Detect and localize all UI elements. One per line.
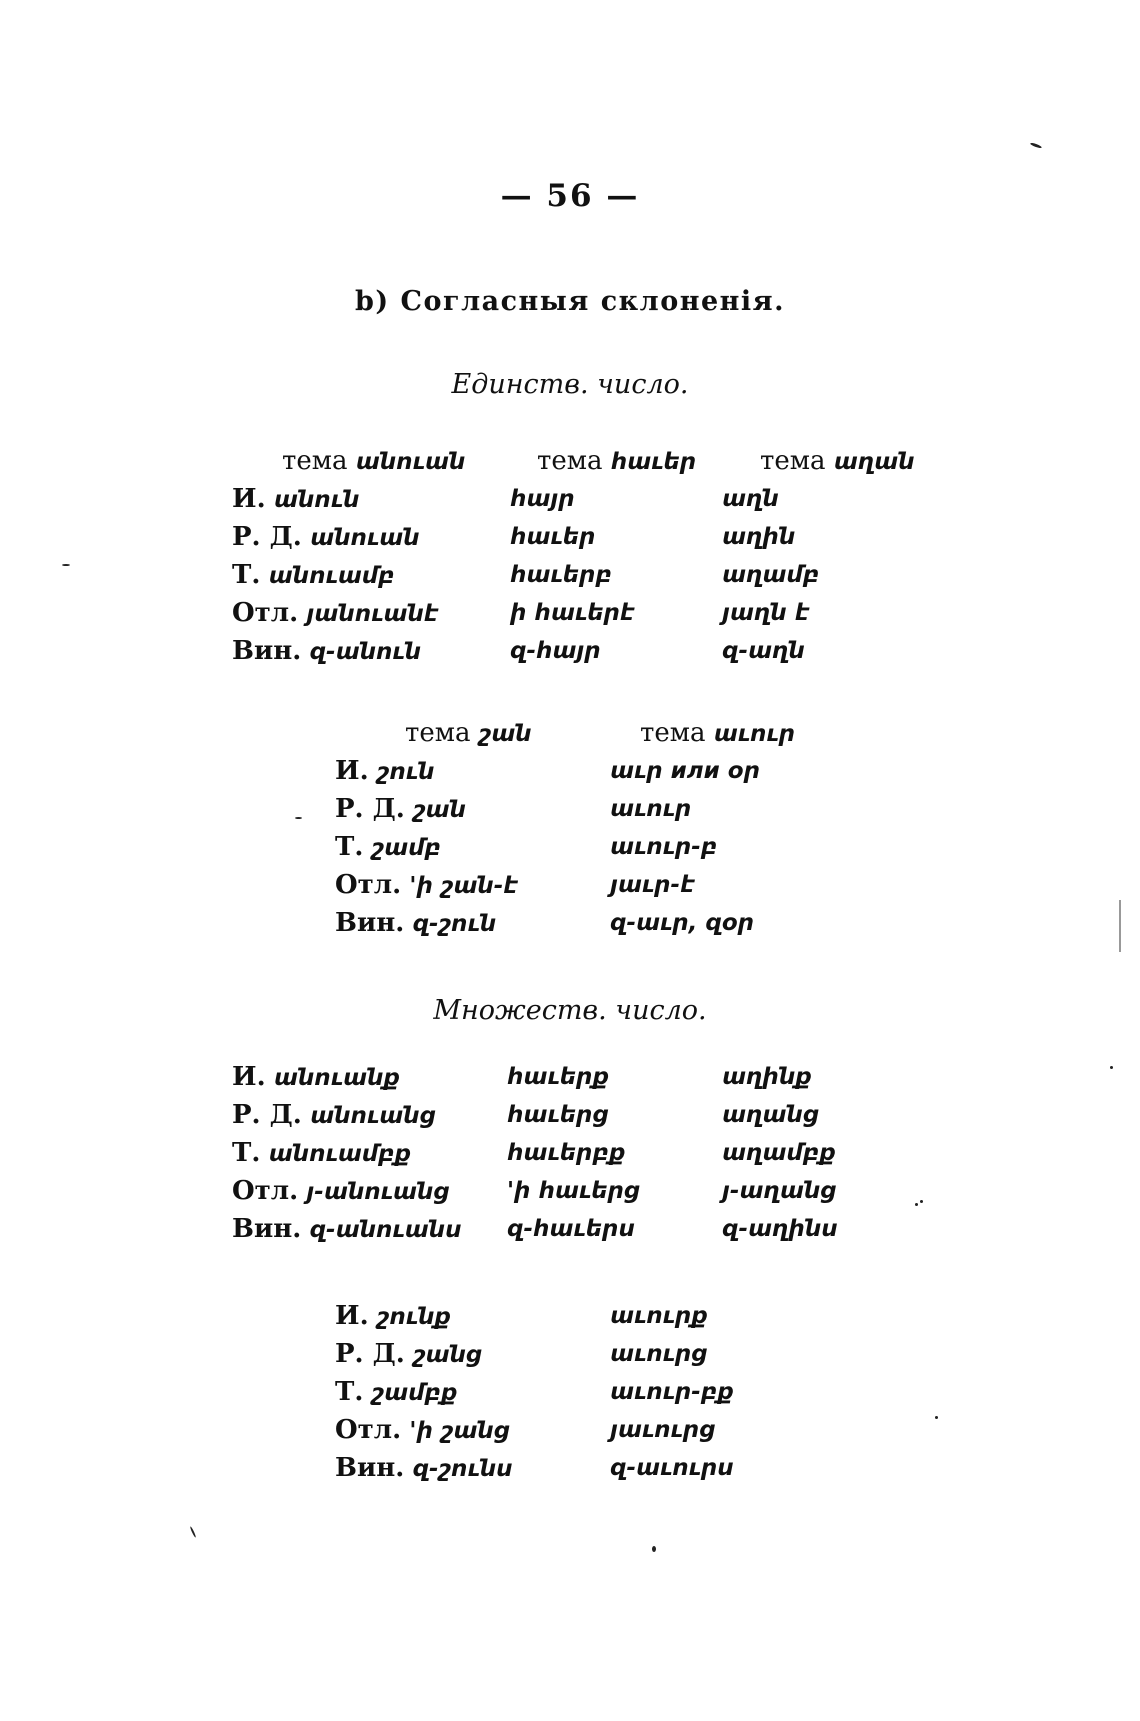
declension-row <box>335 790 835 828</box>
word-form: յ-անուանց <box>306 1179 450 1205</box>
word-form: աւուրց <box>610 1341 708 1367</box>
scan-speck <box>62 564 70 566</box>
plural-declension-table-1 <box>232 1058 932 1248</box>
word-form: յանուանէ <box>306 601 439 627</box>
declension-row <box>232 518 932 556</box>
declension-row <box>232 556 932 594</box>
word-form: շամբք <box>371 1380 458 1406</box>
word-form: անուամբ <box>268 563 395 589</box>
case-label: Вин. <box>232 1214 302 1244</box>
scan-speck <box>920 1200 923 1203</box>
declension-row <box>335 904 835 942</box>
word-form: ի հաւերէ <box>510 600 635 626</box>
declension-row <box>335 1373 835 1411</box>
section-title: b) Согласныя склоненія. <box>354 286 786 317</box>
word-form: անուամբք <box>268 1141 412 1167</box>
word-form: զ-շուն <box>412 911 497 937</box>
stem-header: тема անուան <box>282 446 466 476</box>
stem-header: тема աղան <box>760 446 915 476</box>
word-form: աւուր <box>610 796 692 822</box>
declension-row <box>335 1335 835 1373</box>
word-form: զ-աւուրս <box>610 1455 734 1481</box>
word-form: անուան <box>310 525 420 551</box>
scan-speck <box>652 1546 656 1552</box>
case-label: Р. Д. <box>232 522 302 552</box>
word-form: զ-աւր, զօր <box>610 910 755 936</box>
word-form: 'ի շանց <box>409 1418 511 1444</box>
word-form: աղին <box>722 524 796 550</box>
word-form: աւուր-բք <box>610 1379 734 1405</box>
word-form: յաղն է <box>722 600 810 626</box>
declension-row <box>232 1058 932 1096</box>
page-number: — 56 — <box>500 178 640 214</box>
word-form: յաւուրց <box>610 1417 716 1443</box>
case-label: И. <box>232 1062 266 1092</box>
declension-row <box>232 1210 932 1248</box>
word-form: զ-հաւերս <box>507 1216 635 1242</box>
case-label: И. <box>232 484 266 514</box>
plural-declension-table-2 <box>335 1297 835 1487</box>
declension-row <box>232 632 932 670</box>
case-label: Р. Д. <box>232 1100 302 1130</box>
declension-row <box>232 480 932 518</box>
case-label: Р. Д. <box>335 794 405 824</box>
stem-header-row <box>335 714 835 752</box>
word-form: զ-շունս <box>412 1456 513 1482</box>
stem-header-row <box>232 442 932 480</box>
word-form: զ-աղինս <box>722 1216 838 1242</box>
case-label: Т. <box>232 560 261 590</box>
plural-heading: Множеств. число. <box>433 995 707 1026</box>
declension-row <box>232 1172 932 1210</box>
word-form: աւուր-բ <box>610 834 718 860</box>
case-label: И. <box>335 756 369 786</box>
declension-row <box>335 866 835 904</box>
word-form: հաւերք <box>507 1064 610 1090</box>
declension-row <box>335 1449 835 1487</box>
scan-speck <box>915 1203 918 1206</box>
word-form: հաւեր <box>510 524 596 550</box>
case-label: Отл. <box>232 598 299 628</box>
word-form: զ-անուն <box>309 639 422 665</box>
declension-row <box>335 1411 835 1449</box>
word-form: աւր или օր <box>610 758 761 784</box>
case-label: Т. <box>335 832 364 862</box>
scan-speck <box>1110 1066 1113 1069</box>
scan-speck <box>190 1526 197 1538</box>
case-label: Т. <box>232 1138 261 1168</box>
case-label: Р. Д. <box>335 1339 405 1369</box>
word-form: շունք <box>376 1304 451 1330</box>
declension-row <box>335 1297 835 1335</box>
word-form: յ-աղանց <box>722 1178 837 1204</box>
case-label: Вин. <box>335 908 405 938</box>
scan-speck <box>295 817 302 819</box>
word-form: հաւերբք <box>507 1140 626 1166</box>
word-form: աղամբք <box>722 1140 836 1166</box>
word-form: շամբ <box>371 835 441 861</box>
stem-header: тема շան <box>405 718 532 748</box>
declension-row <box>232 1096 932 1134</box>
singular-declension-table-1 <box>232 442 932 670</box>
case-label: Вин. <box>335 1453 405 1483</box>
word-form: աղն <box>722 486 779 512</box>
case-label: Вин. <box>232 636 302 666</box>
word-form: զ-աղն <box>722 638 805 664</box>
declension-row <box>232 1134 932 1172</box>
declension-row <box>232 594 932 632</box>
word-form: անուանք <box>273 1065 400 1091</box>
word-form: անուն <box>273 487 360 513</box>
word-form: շանց <box>413 1342 483 1368</box>
word-form: հաւերց <box>507 1102 609 1128</box>
declension-row <box>335 752 835 790</box>
word-form: հայր <box>510 486 575 512</box>
case-label: Т. <box>335 1377 364 1407</box>
case-label: Отл. <box>335 870 402 900</box>
case-label: Отл. <box>335 1415 402 1445</box>
singular-declension-table-2 <box>335 714 835 942</box>
stem-header: тема հաւեր <box>537 446 697 476</box>
word-form: անուանց <box>310 1103 436 1129</box>
word-form: հաւերբ <box>510 562 612 588</box>
word-form: շուն <box>376 759 435 785</box>
stem-header: тема աւուր <box>640 718 796 748</box>
word-form: շան <box>413 797 466 823</box>
word-form: աղամբ <box>722 562 820 588</box>
word-form: 'ի շան-է <box>409 873 518 899</box>
word-form: աղինք <box>722 1064 812 1090</box>
word-form: զ-անուանս <box>309 1217 462 1243</box>
word-form: զ-հայր <box>510 638 601 664</box>
word-form: աղանց <box>722 1102 820 1128</box>
word-form: յաւր-է <box>610 872 695 898</box>
scan-edge-line <box>1119 900 1121 952</box>
scan-speck <box>1030 142 1042 149</box>
declension-row <box>335 828 835 866</box>
scan-speck <box>935 1416 938 1419</box>
word-form: 'ի հաւերց <box>507 1178 641 1204</box>
case-label: И. <box>335 1301 369 1331</box>
word-form: աւուրք <box>610 1303 708 1329</box>
case-label: Отл. <box>232 1176 299 1206</box>
singular-heading: Единств. число. <box>451 369 689 400</box>
